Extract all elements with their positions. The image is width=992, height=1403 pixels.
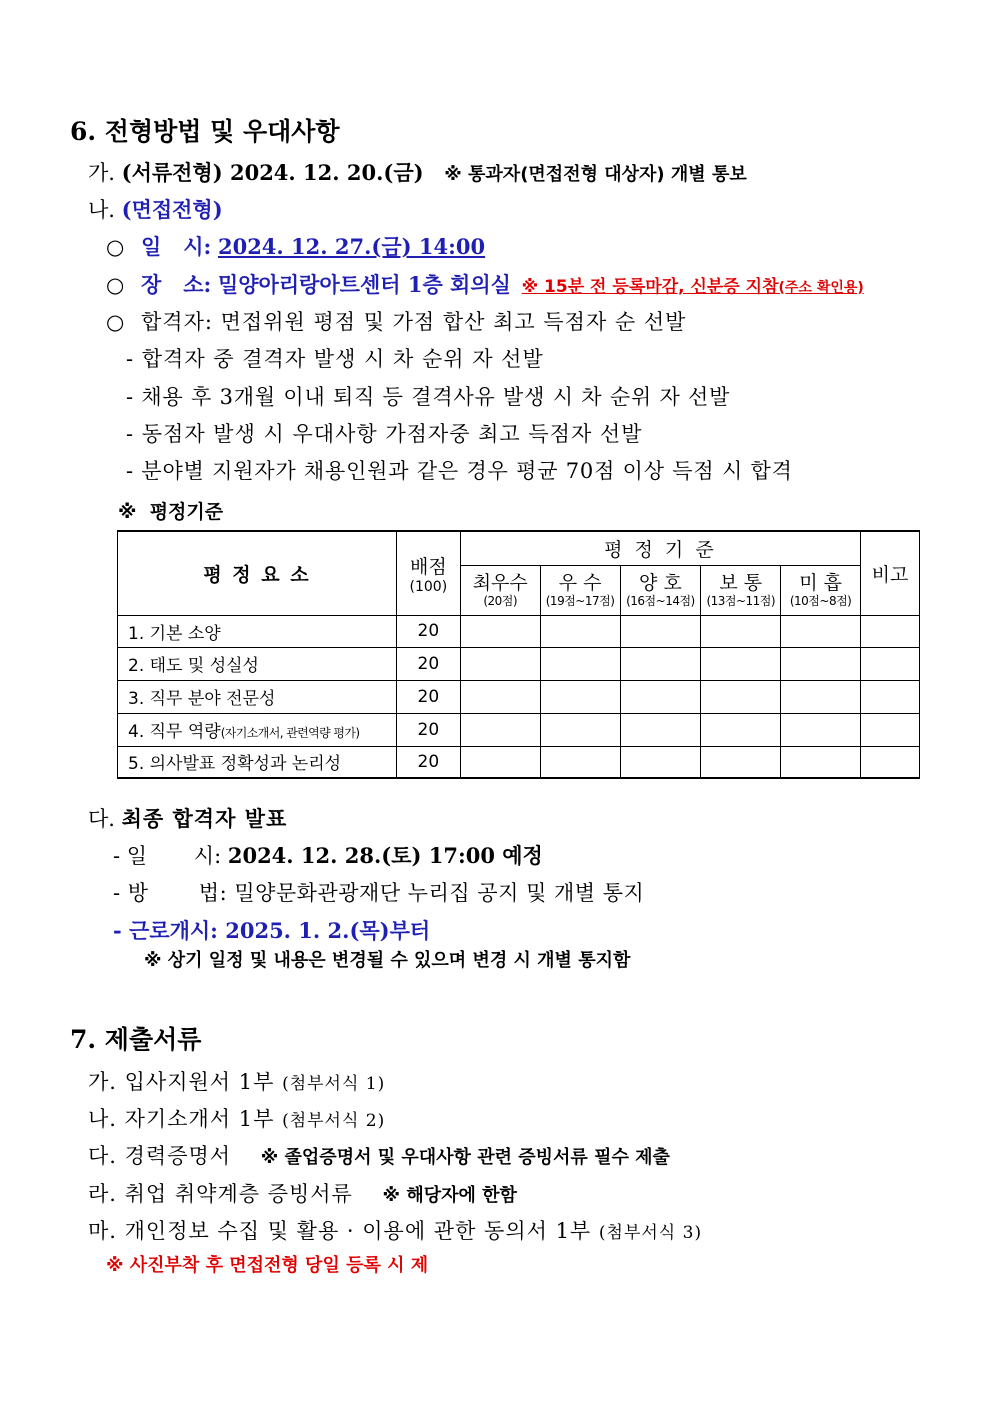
grade-range: (19점~17점): [545, 594, 615, 608]
photo-note: ※ 사진부착 후 면접전형 당일 등록 시 제: [106, 1255, 429, 1276]
row-label: [118, 713, 397, 746]
interview-date-label: 일 시:: [141, 234, 212, 259]
row-label-text: 5. 의사발표 정확성과 논리성: [128, 754, 342, 775]
interview-place-line: [106, 272, 864, 301]
dash-item-3: - 동점자 발생 시 우대사항 가점자중 최고 득점자 선발: [126, 422, 643, 446]
header-item: 평 정 요 소: [118, 531, 397, 615]
grade-name: 미 흡: [799, 572, 842, 594]
ga-text: (서류전형) 2024. 12. 20.(금): [121, 160, 424, 185]
announce-method-line: - 방 법: 밀양문화관광재단 누리집 공지 및 개별 통지: [113, 881, 645, 905]
table-row: [118, 647, 920, 680]
grade-range: (20점): [483, 594, 518, 608]
circle-bullet-icon: ○: [106, 273, 125, 297]
da-text: 최종 합격자 발표: [121, 806, 288, 831]
doc-item-3: [88, 1143, 670, 1171]
doc-item-text: 가. 입사지원서 1부: [88, 1070, 283, 1094]
row-label: [118, 680, 397, 713]
row-score: 20: [396, 680, 460, 713]
grade-range: (16점~14점): [626, 594, 695, 608]
announce-date-line: [113, 843, 543, 869]
interview-place-note: [522, 277, 864, 297]
doc-item-5: [88, 1218, 702, 1246]
criteria-table: [117, 530, 920, 779]
announce-date-value: 2024. 12. 28.(토) 17:00 예정: [227, 843, 543, 868]
doc-item-1: [88, 1069, 385, 1097]
da-line: [88, 806, 287, 832]
na-text: (면접전형): [121, 197, 223, 222]
row-label-text: 4. 직무 역량: [128, 722, 221, 742]
row-label-text: 3. 직무 분야 전문성: [128, 689, 276, 709]
grade-range: (10점~8점): [789, 594, 852, 608]
interview-date-value: 2024. 12. 27.(금) 14:00: [217, 234, 486, 259]
header-score-sub: (100): [409, 578, 448, 595]
table-row: [118, 746, 920, 778]
row-score: 20: [396, 713, 460, 746]
row-label: [118, 615, 397, 647]
doc-item-2: [88, 1106, 385, 1134]
na-prefix: 나.: [88, 198, 122, 222]
grade-name: 우 수: [558, 572, 602, 594]
header-criteria: 평 정 기 준: [460, 531, 860, 565]
grade-cell: [701, 565, 781, 615]
section-7-title: 7. 제출서류: [70, 1025, 202, 1054]
grade-cell: [781, 565, 861, 615]
pass-line: [106, 309, 686, 335]
doc-item-paren: (첨부서식 2): [282, 1111, 386, 1131]
schedule-note: ※ 상기 일정 및 내용은 변경될 수 있으며 변경 시 개별 통지함: [144, 950, 631, 971]
place-note-small: (주소 확인용): [778, 280, 864, 296]
table-row: [118, 713, 920, 746]
pass-text: 합격자: 면접위원 평점 및 가점 합산 최고 득점자 순 선발: [141, 310, 687, 334]
header-score-label: 배점: [409, 555, 447, 578]
doc-item-text: 다. 경력증명서: [88, 1144, 232, 1168]
circle-bullet-icon: ○: [106, 310, 125, 334]
header-score: [396, 531, 460, 615]
da-prefix: 다.: [88, 807, 122, 831]
doc-item-note: ※ 해당자에 한함: [382, 1185, 517, 1206]
ga-line: [88, 160, 747, 188]
circle-bullet-icon: ○: [106, 235, 125, 259]
doc-item-paren: (첨부서식 3): [598, 1223, 703, 1243]
grade-name: 최우수: [472, 572, 528, 594]
row-label-text: 1. 기본 소양: [128, 623, 221, 644]
criteria-title: ※ 평정기준: [118, 501, 224, 523]
interview-date-line: [106, 234, 485, 260]
na-line: [88, 197, 223, 223]
header-note: 비고: [861, 531, 920, 615]
dash-item-1: - 합격자 중 결격자 발생 시 차 순위 자 선발: [126, 347, 544, 371]
grade-cell: [620, 565, 701, 615]
grade-range: (13점~11점): [706, 594, 776, 608]
work-start-line: - 근로개시: 2025. 1. 2.(목)부터: [113, 918, 431, 943]
doc-item-text: 라. 취업 취약계층 증빙서류: [88, 1182, 353, 1206]
doc-item-paren: (첨부서식 1): [282, 1074, 386, 1094]
doc-item-note: ※ 졸업증명서 및 우대사항 관련 증빙서류 필수 제출: [260, 1147, 670, 1168]
doc-item-text: 나. 자기소개서 1부: [88, 1107, 283, 1131]
row-label: [118, 647, 397, 680]
row-label: [118, 746, 397, 778]
grade-cell: [460, 565, 540, 615]
section-6-title: 6. 전형방법 및 우대사항: [70, 117, 340, 146]
row-label-text: 2. 태도 및 성실성: [128, 656, 259, 676]
row-score: 20: [396, 647, 460, 680]
dash-item-4: - 분야별 지원자가 채용인원과 같은 경우 평균 70점 이상 득점 시 합격: [126, 459, 793, 483]
ga-prefix: 가.: [88, 161, 122, 185]
grade-name: 양 호: [639, 572, 682, 594]
table-row: [118, 615, 920, 647]
interview-place-label: 장 소:: [141, 272, 212, 297]
row-score: 20: [396, 615, 460, 647]
doc-item-text: 마. 개인정보 수집 및 활용 · 이용에 관한 동의서 1부: [88, 1219, 599, 1243]
dash-item-2: - 채용 후 3개월 이내 퇴직 등 결격사유 발생 시 차 순위 자 선발: [126, 385, 731, 409]
grade-cell: [540, 565, 620, 615]
grade-name: 보 통: [719, 572, 763, 594]
doc-item-4: [88, 1181, 517, 1209]
announce-date-label: - 일 시:: [113, 844, 222, 868]
place-note-main: ※ 15분 전 등록마감, 신분증 지참: [521, 277, 779, 297]
table-row: [118, 680, 920, 713]
row-score: 20: [396, 746, 460, 778]
row-label-small: (자기소개서, 관련역량 평가): [220, 726, 360, 740]
interview-place-value: 밀양아리랑아트센터 1층 회의실: [217, 272, 511, 297]
ga-note: ※ 통과자(면접전형 대상자) 개별 통보: [444, 164, 747, 185]
